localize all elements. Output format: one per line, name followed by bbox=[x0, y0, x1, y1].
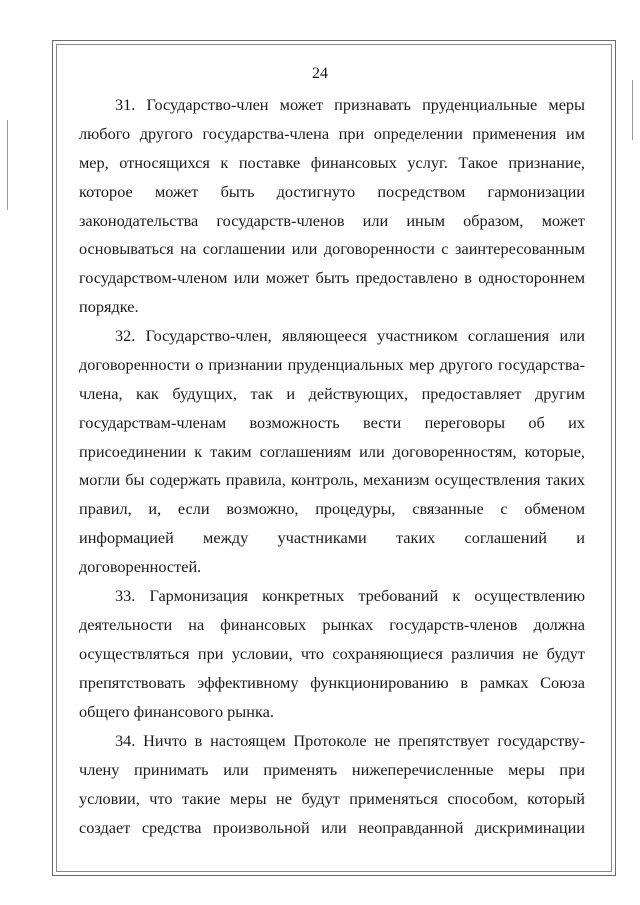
text-line: 34. Ничто в настоящем Протоколе не препятствует государству- bbox=[115, 731, 585, 750]
text-line: информацией между участниками таких соглашений и bbox=[79, 528, 585, 548]
paragraph-32 bbox=[79, 322, 585, 582]
text-line: осуществляться при условии, что сохраняющиеся различия не будут bbox=[79, 643, 585, 663]
text-line: препятствовать эффективному функционированию в рамках Союза bbox=[79, 672, 585, 692]
scan-artifact-left bbox=[7, 120, 8, 210]
text-line: члена, как будущих, так и действующих, предоставляет другим bbox=[79, 383, 585, 403]
text-line: любого другого государства-члена при определении применения им bbox=[79, 123, 585, 143]
paragraph-33 bbox=[79, 582, 585, 726]
text-line: государством-членом или может быть предоставлено в одностороннем bbox=[79, 268, 585, 288]
text-line: общего финансового рынка. bbox=[79, 701, 274, 721]
text-line: основываться на соглашении или договоренности с заинтересованным bbox=[79, 239, 585, 259]
text-line: государствам-членам возможность вести переговоры об их bbox=[79, 412, 585, 432]
scan-artifact-right bbox=[632, 80, 633, 140]
text-line: деятельности на финансовых рынках государств-членов должна bbox=[79, 614, 585, 634]
text-line: которое может быть достигнуто посредством гармонизации bbox=[79, 181, 585, 201]
text-line: присоединении к таким соглашениям или договоренностям, которые, bbox=[79, 441, 585, 461]
text-line: создает средства произвольной или неоправданной дискриминации bbox=[79, 817, 585, 837]
paragraph-34 bbox=[79, 727, 585, 843]
text-line: 32. Государство-член, являющееся участником соглашения или bbox=[115, 326, 585, 345]
text-line: договоренности о признании пруденциальных мер другого государства- bbox=[79, 354, 585, 374]
text-line: 31. Государство-член может признавать пруденциальные меры bbox=[115, 95, 585, 114]
text-line: порядке. bbox=[79, 297, 139, 317]
text-line: члену принимать или применять нижеперечисленные меры при bbox=[79, 759, 585, 779]
page-number: 24 bbox=[312, 65, 328, 82]
text-line: мер, относящихся к поставке финансовых услуг. Такое признание, bbox=[79, 152, 585, 172]
text-line: правил, и, если возможно, процедуры, связанные с обменом bbox=[79, 499, 585, 519]
text-line: договоренностей. bbox=[79, 557, 202, 577]
text-line: условии, что такие меры не будут применяться способом, который bbox=[79, 788, 585, 808]
text-line: 33. Гармонизация конкретных требований к осуществлению bbox=[115, 586, 585, 605]
text-line: могли бы содержать правила, контроль, механизм осуществления таких bbox=[79, 470, 585, 490]
paragraph-31 bbox=[79, 91, 585, 322]
text-line: законодательства государств-членов или иным образом, может bbox=[79, 210, 585, 230]
